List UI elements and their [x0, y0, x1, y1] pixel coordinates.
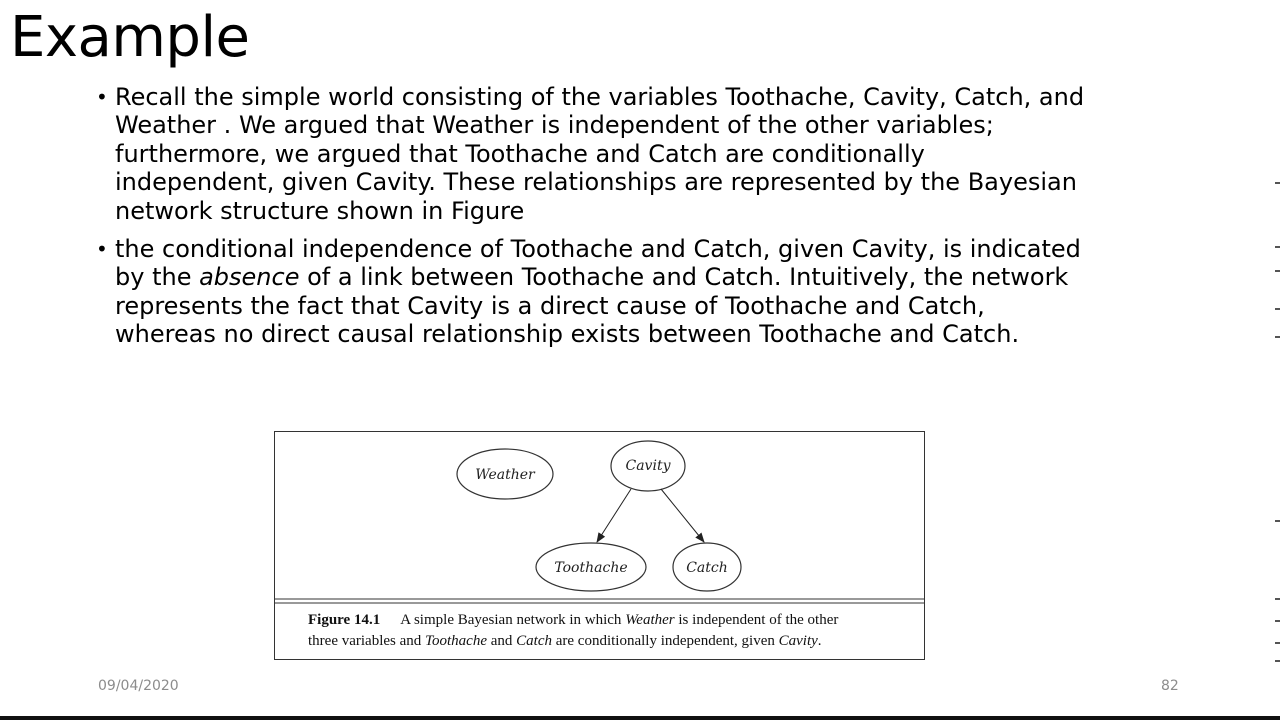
edge-mark [1275, 270, 1280, 272]
caption-emphasis: Toothache [425, 633, 487, 649]
emphasis-absence: absence [199, 263, 300, 292]
bullet-2-line-3: represents the fact that Cavity is a direct cause of Toothache and Catch, [115, 291, 985, 320]
edge-mark [1275, 620, 1280, 622]
bullet-2-line-1: the conditional independence of Toothache and Catch, given Cavity, is indicated [115, 235, 1081, 264]
caption-text: is independent of the other [674, 612, 839, 628]
edge-mark [1275, 182, 1280, 184]
caption-text: three variables and [308, 633, 426, 649]
bullet-list [96, 83, 1196, 359]
bullet-item-2 [96, 235, 1196, 349]
bullet-1-line-4: independent, given Cavity. These relationships are represented by the Bayesian [115, 168, 1077, 197]
caption-text: and [486, 633, 517, 649]
bullet-2-line-2 [115, 263, 1196, 291]
caption-emphasis: Catch [516, 633, 552, 649]
figure-caption [308, 610, 908, 652]
bottom-border [0, 716, 1280, 720]
bullet-dot: • [96, 85, 108, 109]
edge-mark [1275, 520, 1280, 522]
bullet-1-line-3: furthermore, we argued that Toothache and Catch are conditionally [115, 139, 925, 168]
edge-mark [1275, 598, 1280, 600]
edge-mark [1275, 660, 1280, 662]
edge-cavity-catch [661, 489, 704, 542]
caption-emphasis: Cavity [778, 633, 818, 649]
caption-emphasis: Weather [625, 612, 675, 628]
node-catch-label: Catch [686, 560, 728, 576]
page-number: 82 [1161, 678, 1179, 694]
caption-text: A simple Bayesian network in which [400, 612, 626, 628]
bullet-1-line-2: Weather . We argued that Weather is independent of the other variables; [115, 111, 994, 140]
node-weather-label: Weather [475, 467, 535, 483]
bullet-item-1 [96, 83, 1196, 225]
bullet-dot: • [96, 237, 108, 262]
caption-line-2 [308, 631, 908, 652]
edge-cavity-toothache [597, 489, 631, 542]
node-cavity-label: Cavity [625, 458, 671, 474]
edge-mark [1275, 246, 1280, 248]
slide-title: Example [10, 5, 250, 70]
bullet-1-line-1: Recall the simple world consisting of the variables Toothache, Cavity, Catch, and [115, 83, 1085, 111]
caption-line-1 [308, 610, 908, 631]
caption-text: are conditionally independent, given [552, 633, 779, 649]
caption-text: . [817, 633, 822, 649]
footer-date: 09/04/2020 [98, 678, 179, 694]
bullet-2-line-2-pre: by the [115, 263, 200, 292]
node-toothache-label: Toothache [554, 560, 628, 576]
bayesian-network-figure [274, 431, 925, 660]
edge-mark [1275, 642, 1280, 644]
bullet-2-line-2-post: of a link between Toothache and Catch. Intuitively, the network [299, 263, 1069, 292]
figure-number: Figure 14.1 [308, 612, 381, 628]
bullet-2-line-4: whereas no direct causal relationship exists between Toothache and Catch. [115, 320, 1020, 349]
edge-mark [1275, 308, 1280, 310]
next-slide-edge [1272, 0, 1280, 716]
edge-mark [1275, 336, 1280, 338]
bullet-1-line-5: network structure shown in Figure [115, 196, 525, 225]
